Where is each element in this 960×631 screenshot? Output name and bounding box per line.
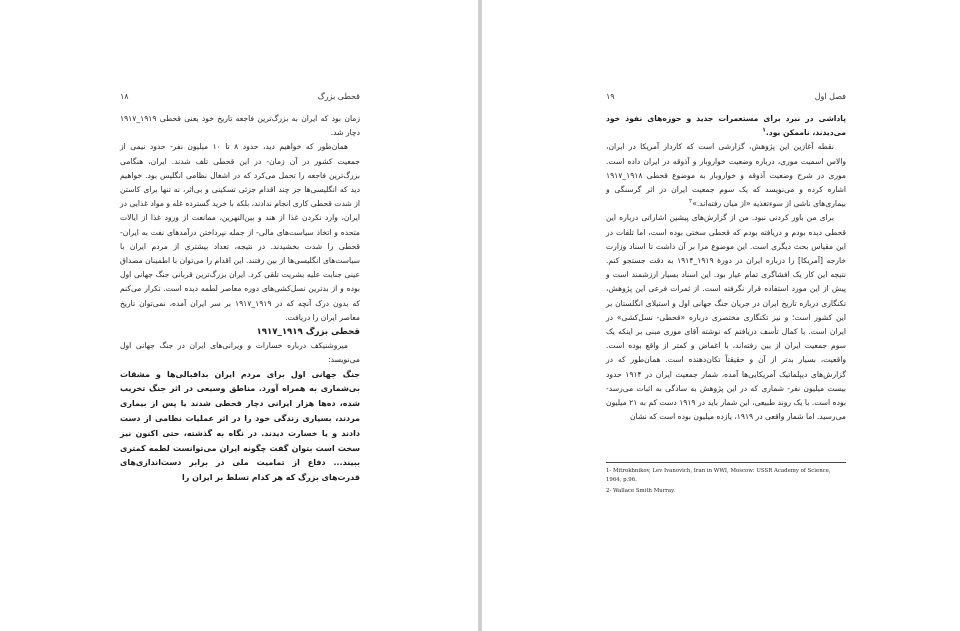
paragraph [606,140,846,211]
paragraph: برای من باور کردنی نبود. من از گزارش‌های پیشین اشاراتی درباره این قحطی دیده بودم و دریافته بودم که قحطی سختی بوده است، اما تلفات در این مقیاس بحث دیگری است. این موضوع مرا بر آن داشت تا اسناد وزارت خارجه [آمریکا] را درباره ایران در دورهٔ ۱۹۱۹_۱۹۱۴ به دقت جستجو کنم. نتیجه این کار یک افشاگری تمام عیار بود. این اسناد بسیار ارزشمند است و پیش از این مورد استفاده قرار نگرفته است. از ثمرات فرعی این پژوهش، تکنگاری درباره تاریخ ایران در جریان جنگ جهانی اول و استیلای انگلستان بر این کشور است؛ و نیز تکنگاری مختصری درباره «قحطی- نسل‌کشی» در ایران است. با کمال تأسف دریافتم که نوشته آقای موری مبنی بر اینکه یک سوم جمعیت ایران از بین رفته‌اند، با اغماض و کمتر از واقع بوده است. واقعیت، بسیار بدتر از آن و حقیقتاً تکان‌دهنده است. همان‌طور که در گزارش‌های دیپلماتیک آمریکایی‌ها آمده، شمار جمعیت ایران در ۱۹۱۴ حدود بیست میلیون نفر- شماری که در این پژوهش به سادگی به اثبات می‌رسد- بوده است. با یک روند طبیعی، این شمار باید در ۱۹۱۹ دست کم به ۲۱ میلیون می‌رسید. اما شمار واقعی در ۱۹۱۹، یازده میلیون بوده است که نشان [606,213,846,422]
paragraph: همان‌طور که خواهیم دید، حدود ۸ تا ۱۰ میلیون نفر- حدود نیمی از جمعیت کشور در آن زمان- در این قحطی تلف شدند. ایران، هنگامی بزرگ‌ترین فاجعه را تحمل می‌کرد که در اشغال نظامی انگلیس بود. خواهیم دید که انگلیسی‌ها جز چند اقدام جزئی تسکینی و بی‌اثر، نه تنها برای کاستن از شدت قحطی کاری انجام ندادند، بلکه با خرید گسترده غله و مواد غذایی در ایران، وارد نکردن غذا از هند و بین‌النهرین، ممانعت از ورود غذا از ایالات متحده و اتخاذ سیاست‌های مالی- از جمله نپرداختن درآمدهای نفت به ایران- قحطی را شدت بخشیدند. در نتیجه، تعداد بیشتری از مردم ایران با سیاست‌های انگلیسی‌ها از بین رفتند. این اقدام را می‌توان با اطمینان مصداق عینی جنایت علیه بشریت تلقی کرد. ایران بزرگ‌ترین قربانی جنگ جهانی اول بوده و از بدترین نسل‌کشی‌های دوره معاصر لطمه دیده است. تکرار می‌کنم که بدون درک آنچه که در ۱۹۱۹_۱۹۱۷ بر سر ایران آمده، نمی‌توان تاریخ معاصر ایران را دریافت. [120,142,361,322]
page-number: ۱۹ [606,92,615,101]
footnote-marker: ۲ [688,197,693,205]
section-heading: قحطی بزرگ ۱۹۱۹_۱۹۱۷ [256,327,360,338]
section-intro: میروشنیکف درباره خسارات و ویرانی‌های ایران در جنگ جهانی اول می‌نویسد: [120,341,360,365]
footnote: 1- Mitrokhnikov, Lev Ivanovich, Iran in WWI, Moscow: USSR Academy of Science, 1964, p.96. [606,468,831,483]
paragraph-text: نقطه آغازین این پژوهش، گزارشی است که کاردار آمریکا در ایران، والاس اسمیت موری، درباره وضعیت خواروبار و آذوقه در ایران داده است. موری در شرح وضعیت آذوقه و خواروبار به موضوع قحطی ۱۹۱۸_۱۹۱۷ اشاره کرده و می‌نویسد که یک سوم جمعیت ایران در اثر گرسنگی و بیماری‌های ناشی از سوءتغذیه «از میان رفته‌اند.» [606,142,846,209]
left-page-header [120,92,360,106]
right-page-header [606,92,846,106]
paragraph: زمان بود که ایران به بزرگ‌ترین فاجعه تاریخ خود یعنی قحطی ۱۹۱۹_۱۹۱۷ دچار شد. [120,114,360,138]
block-quote: جنگ جهانی اول برای مردم ایران بدافبالی‌ها و مشقات بی‌شماری به همراه آورد. مناطق وسیعی در اثر جنگ تخریب شده، ده‌ها هزار ایرانی دچار قحطی شدند یا پس از بیماری مردند، بسیاری زندگی خود را در اثر عملیات نظامی از دست دادند و یا خسارت دیدند. در نگاه به گذشته، حتی اکنون نیز سخت است بتوان گفت چگونه ایران می‌توانست لطمه کمتری ببیند... دفاع از تمامیت ملی در برابر دست‌اندازی‌های قدرت‌های بزرگ که هر کدام تسلط بر ایران را [120,369,360,483]
footnote-marker: ۱ [762,126,766,134]
footnote: 2- Wallace Smith Murray. [606,488,676,494]
running-title: فصل اول [814,92,846,101]
bold-lead-text: پاداشی در نبرد برای مستعمرات جدید و حوزه‌های نفوذ خود می‌دیدند، ناممکن بود. [606,114,846,138]
right-page [482,0,960,631]
bold-lead-paragraph [606,112,846,140]
left-page [0,0,478,631]
right-page-body [606,112,846,424]
footnotes [606,462,846,498]
running-title: قحطی بزرگ [317,92,360,101]
page-number: ۱۸ [120,92,129,101]
left-page-body [120,112,360,486]
